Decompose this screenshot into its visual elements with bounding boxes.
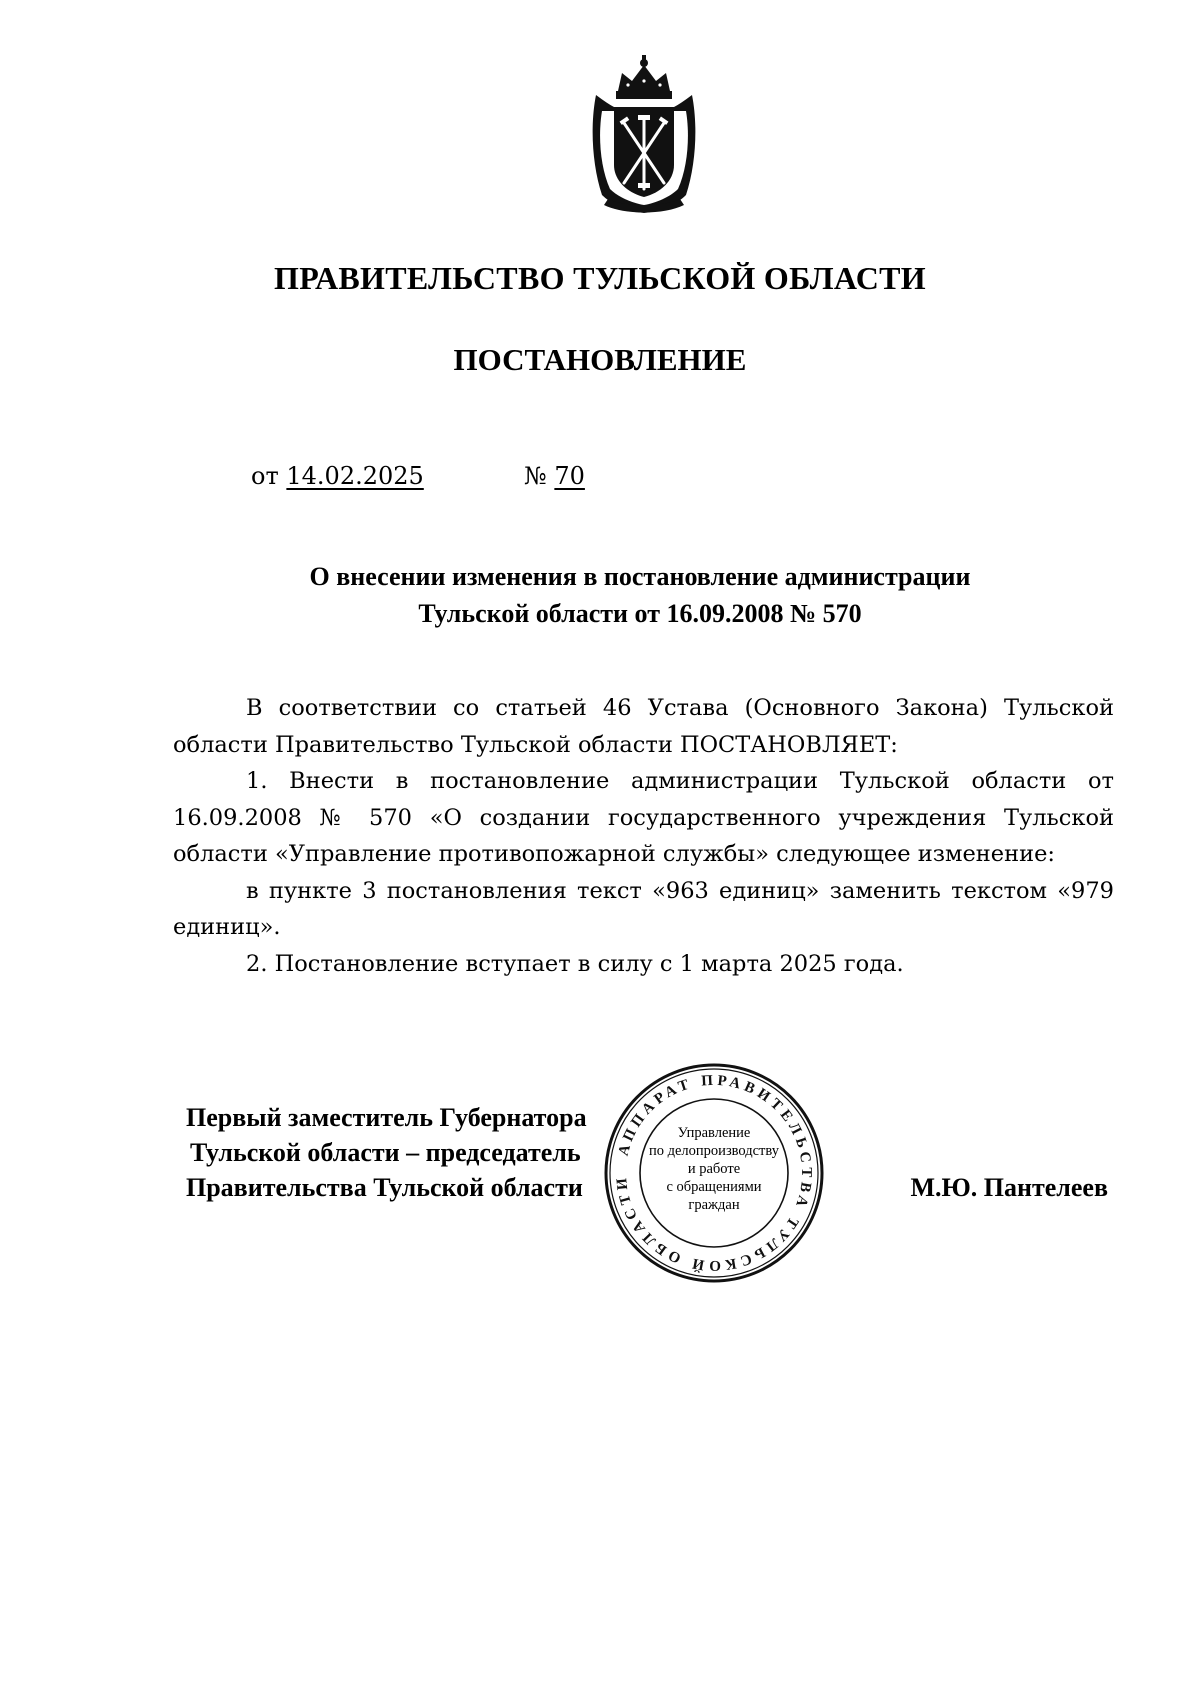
body-paragraph-item-1: 1. Внести в постановление администрации Тульской области от 16.09.2008 № 570 «О создании государственного учреждения Тульской области «Управление противопожарной службы» следующее изменение: xyxy=(173,768,1114,867)
signer-position xyxy=(186,1100,587,1205)
signer-name: М.Ю. Пантелеев xyxy=(910,1173,1108,1202)
body-paragraph-preamble: В соответствии со статьей 46 Устава (Основного Закона) Тульской области Правительство Тульской области ПОСТАНОВЛЯЕТ: xyxy=(173,695,1114,758)
tula-coat-of-arms-icon xyxy=(588,55,700,215)
stamp-center-line: Управление xyxy=(677,1125,751,1141)
signer-position-line-1: Первый заместитель Губернатора xyxy=(186,1103,587,1132)
stamp-ring-text: АППАРАТ ПРАВИТЕЛЬСТВА ТУЛЬСКОЙ ОБЛАСТИ xyxy=(613,1072,815,1274)
stamp-center-line: и работе xyxy=(687,1161,741,1177)
organization-name: ПРАВИТЕЛЬСТВО ТУЛЬСКОЙ ОБЛАСТИ xyxy=(274,260,926,296)
stamp-center-line: граждан xyxy=(688,1197,740,1213)
number-prefix: № xyxy=(524,462,547,490)
body-paragraph-item-2: 2. Постановление вступает в силу с 1 марта 2025 года. xyxy=(246,950,904,977)
stamp-center-line: по делопроизводству xyxy=(648,1143,779,1159)
document-number xyxy=(524,460,585,492)
document-date xyxy=(251,460,424,492)
signer-position-line-2: Тульской области – председатель xyxy=(190,1138,581,1167)
number-value: 70 xyxy=(554,462,585,490)
document-type-heading: ПОСТАНОВЛЕНИЕ xyxy=(453,342,747,377)
subject-line-1: О внесении изменения в постановление администрации xyxy=(309,562,971,591)
signer-position-line-3: Правительства Тульской области xyxy=(186,1173,583,1202)
stamp-center-line: с обращениями xyxy=(666,1179,762,1195)
stamp-center-text xyxy=(637,1124,791,1214)
body-paragraph-change: в пункте 3 постановления текст «963 единиц» заменить текстом «979 единиц». xyxy=(173,877,1114,940)
document-body xyxy=(173,690,1114,982)
date-value: 14.02.2025 xyxy=(286,462,424,490)
subject-line-2: Тульской области от 16.09.2008 № 570 xyxy=(418,599,862,628)
document-subject xyxy=(170,558,1110,632)
date-prefix: от xyxy=(251,462,279,490)
